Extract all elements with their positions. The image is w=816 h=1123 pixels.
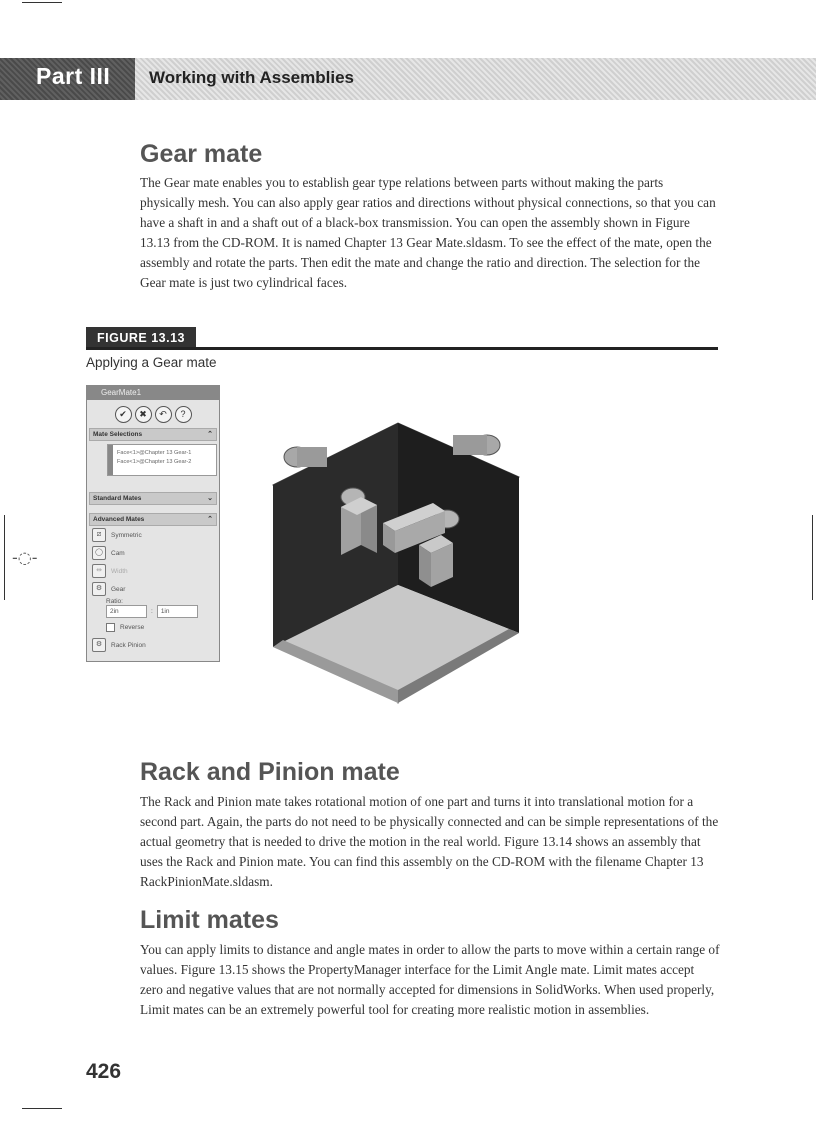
ratio-fields xyxy=(87,605,219,618)
limit-mates-body: You can apply limits to distance and angle mates in order to allow the parts to move within a certain range of values. Figure 13.15 shows the PropertyManager interface for the Limit Angle mate. Limit mates accept zero and negative values that are not normally accepted for dimensions in SolidWorks. When used properly, Limit mates can be an extremely powerful tool for creating more realistic motion in assemblies. xyxy=(140,942,720,1017)
cam-label: Cam xyxy=(111,549,125,557)
chevron-down-icon: ⌄ xyxy=(207,495,213,502)
reverse-option[interactable] xyxy=(87,618,219,636)
undo-button[interactable]: ↶ xyxy=(155,406,172,423)
reverse-checkbox[interactable] xyxy=(106,623,115,632)
part-title: Working with Assemblies xyxy=(149,68,354,87)
rack-pinion-option[interactable] xyxy=(87,636,219,654)
rack-pinion-heading: Rack and Pinion mate xyxy=(140,758,400,786)
symmetric-icon: ⧄ xyxy=(92,528,106,542)
gear-mate-body: The Gear mate enables you to establish gear type relations between parts without making the parts physically mesh. You can also apply gear ratios and directions without physical connections, so that you can have a shaft in and a shaft out of a black-box transmission. You can open the assembly shown in Figure 13.13 from the CD-ROM. It is named Chapter 13 Gear Mate.sldasm. To see the effect of the mate, open the assembly and rotate the parts. Then edit the mate and change the ratio and direction. The selection for the Gear mate is just two cylindrical faces. xyxy=(140,175,716,290)
mate-selections-label: Mate Selections xyxy=(93,431,143,438)
gear-mate-heading: Gear mate xyxy=(140,140,263,168)
crop-mark xyxy=(812,515,813,600)
figure-rule xyxy=(86,347,718,350)
chevron-up-icon: ⌃ xyxy=(207,431,213,438)
crop-mark xyxy=(22,1108,62,1109)
width-option[interactable] xyxy=(87,562,219,580)
shaft-right-body xyxy=(453,435,487,455)
cam-icon: ◯ xyxy=(92,546,106,560)
help-button[interactable]: ? xyxy=(175,406,192,423)
width-icon: ⇹ xyxy=(92,564,106,578)
panel-buttons xyxy=(87,400,219,425)
symmetric-label: Symmetric xyxy=(111,531,142,539)
gear-option[interactable] xyxy=(87,580,219,598)
rack-pinion-body: The Rack and Pinion mate takes rotational motion of one part and turns it into translational motion for a second part. Again, the parts do not need to be physically connected and can be simple representations of the actual geometry that is needed to drive the motion in the real world. Figure 13.14 shows an assembly that uses the Rack and Pinion mate. You can find this assembly on the CD-ROM with the filename Chapter 13 RackPinionMate.sldasm. xyxy=(140,794,719,889)
reverse-label: Reverse xyxy=(120,623,145,631)
mate-selections-header[interactable] xyxy=(89,428,217,441)
panel-title: GearMate1 xyxy=(87,386,219,400)
cancel-button[interactable]: ✖ xyxy=(135,406,152,423)
ratio-label: Ratio: xyxy=(106,598,123,605)
selection-indicator xyxy=(108,445,113,475)
gear-label: Gear xyxy=(111,585,126,593)
rack-pinion-label: Rack Pinion xyxy=(111,641,146,649)
ratio-input-a[interactable]: 2in xyxy=(106,605,147,618)
figure-caption: Applying a Gear mate xyxy=(86,355,217,370)
registration-mark-icon: -◌- xyxy=(12,548,38,567)
limit-mates-heading: Limit mates xyxy=(140,906,279,934)
shaft-left-body xyxy=(297,447,327,467)
crop-mark xyxy=(4,515,5,600)
ratio-input-b[interactable]: 1in xyxy=(157,605,198,618)
standard-mates-label: Standard Mates xyxy=(93,495,142,502)
gear-icon: ⚙ xyxy=(92,582,106,596)
part-label: Part III xyxy=(36,63,111,89)
standard-mates-header[interactable] xyxy=(89,492,217,505)
figure-label: FIGURE 13.13 xyxy=(86,327,196,350)
chevron-up-icon: ⌃ xyxy=(207,516,213,523)
selection-item-2[interactable]: Face<1>@Chapter 13 Gear-2 xyxy=(117,459,192,465)
rack-pinion-icon: ⚙ xyxy=(92,638,106,652)
crop-mark xyxy=(22,2,62,3)
symmetric-option[interactable] xyxy=(87,526,219,544)
cam-option[interactable] xyxy=(87,544,219,562)
width-label: Width xyxy=(111,567,128,575)
selection-list[interactable] xyxy=(107,444,217,476)
ok-button[interactable]: ✔ xyxy=(115,406,132,423)
gear-mate-property-manager xyxy=(86,385,220,662)
advanced-mates-label: Advanced Mates xyxy=(93,516,145,523)
ratio-separator: : xyxy=(151,608,153,615)
selection-item-1[interactable]: Face<1>@Chapter 13 Gear-1 xyxy=(117,450,192,456)
page-number: 426 xyxy=(86,1060,122,1083)
gearbox-assembly-illustration xyxy=(255,385,525,705)
advanced-mates-header[interactable] xyxy=(89,513,217,526)
